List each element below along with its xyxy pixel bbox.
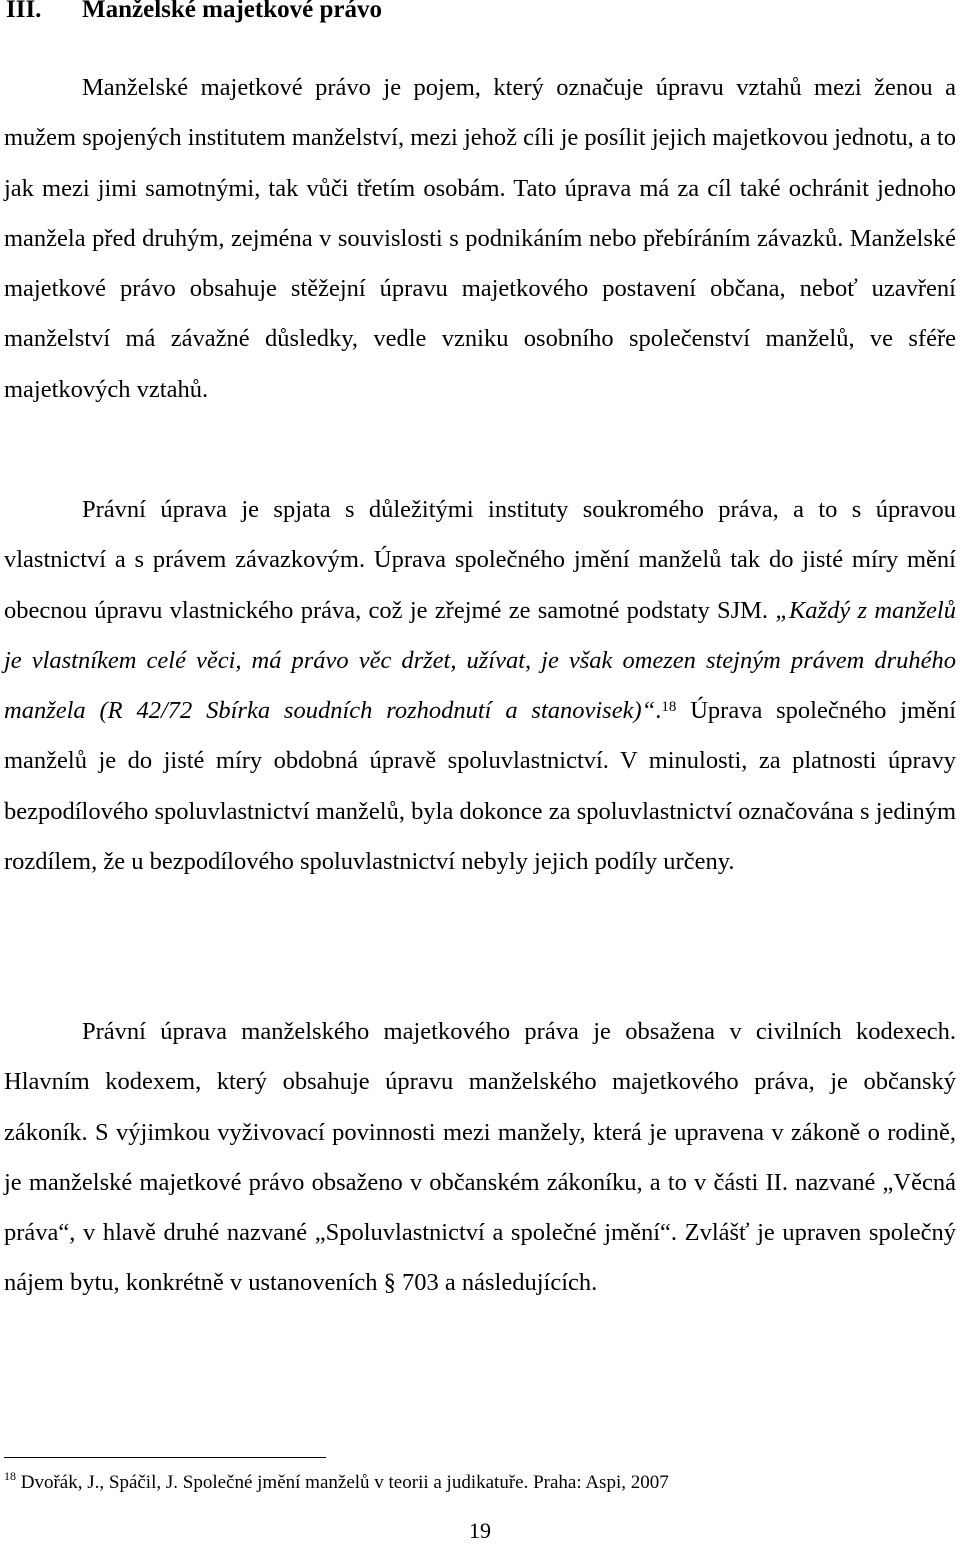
paragraph-3 [4,1007,956,1309]
paragraph-1-text: Manželské majetkové právo je pojem, který označuje úpravu vztahů mezi ženou a mužem spojených institutem manželství, mezi jehož cíli je posílit jejich majetkovou jednotu, a to jak mezi jimi samotnými, tak vůči třetím osobám. Tato úprava má za cíl také ochránit jednoho manžela před druhým, zejména v souvislosti s podnikáním nebo přebíráním závazků. Manželské majetkové právo obsahuje stěžejní úpravu majetkového postavení občana, neboť uzavření manželství má závažné důsledky, vedle vzniku osobního společenství manželů, ve sféře majetkových vztahů. [4,74,956,403]
chapter-number: III. [6,0,42,23]
footnote-text: Dvořák, J., Spáčil, J. Společné jmění manželů v teorii a judikatuře. Praha: Aspi, 2007 [16,1472,669,1493]
paragraph-2 [4,485,956,887]
paragraph-3-text: Právní úprava manželského majetkového práva je obsažena v civilních kodexech. Hlavním kodexem, který obsahuje úpravu manželského majetkového práva, je občanský zákoník. S výjimkou vyživovací povinnosti mezi manžely, která je upravena v zákoně o rodině, je manželské majetkové právo obsaženo v občanském zákoníku, a to v části II. nazvané „Věcná práva“, v hlavě druhé nazvané „Spoluvlastnictví a společné jmění“. Zvlášť je upraven společný nájem bytu, konkrétně v ustanoveních § 703 a následujících. [4,1018,956,1297]
footnote [4,1469,669,1494]
chapter-heading [6,0,382,24]
footnote-reference[interactable]: 18 [661,699,677,716]
chapter-title: Manželské majetkové právo [82,0,382,23]
footnote-mark: 18 [4,1469,16,1483]
paragraph-1 [4,63,956,415]
court-decision-quote: „Každý z manželů je vlastníkem celé věci, má právo věc držet, užívat, je však omezen stejným právem druhého manžela (R 42/72 Sbírka soudních rozhodnutí a stanovisek)“ [4,596,956,725]
page-number: 19 [469,1518,491,1543]
footnote-separator [4,1457,326,1458]
paragraph-2-text-end: Úprava společného jmění manželů je do jisté míry obdobná úpravě spoluvlastnictví. V minulosti, za platnosti úpravy bezpodílového spoluvlastnictví manželů, byla dokonce za spoluvlastnictví označována s jediným rozdílem, že u bezpodílového spoluvlastnictví nebyly jejich podíly určeny. [4,697,956,876]
quote-period: . [655,697,662,725]
paragraph-2-text-start: Právní úprava je spjata s důležitými instituty soukromého práva, a to s úpravou vlastnictví a s právem závazkovým. Úprava společného jmění manželů tak do jisté míry mění obecnou úpravu vlastnického práva, což je zřejmé ze samotné podstaty SJM. [4,496,956,624]
